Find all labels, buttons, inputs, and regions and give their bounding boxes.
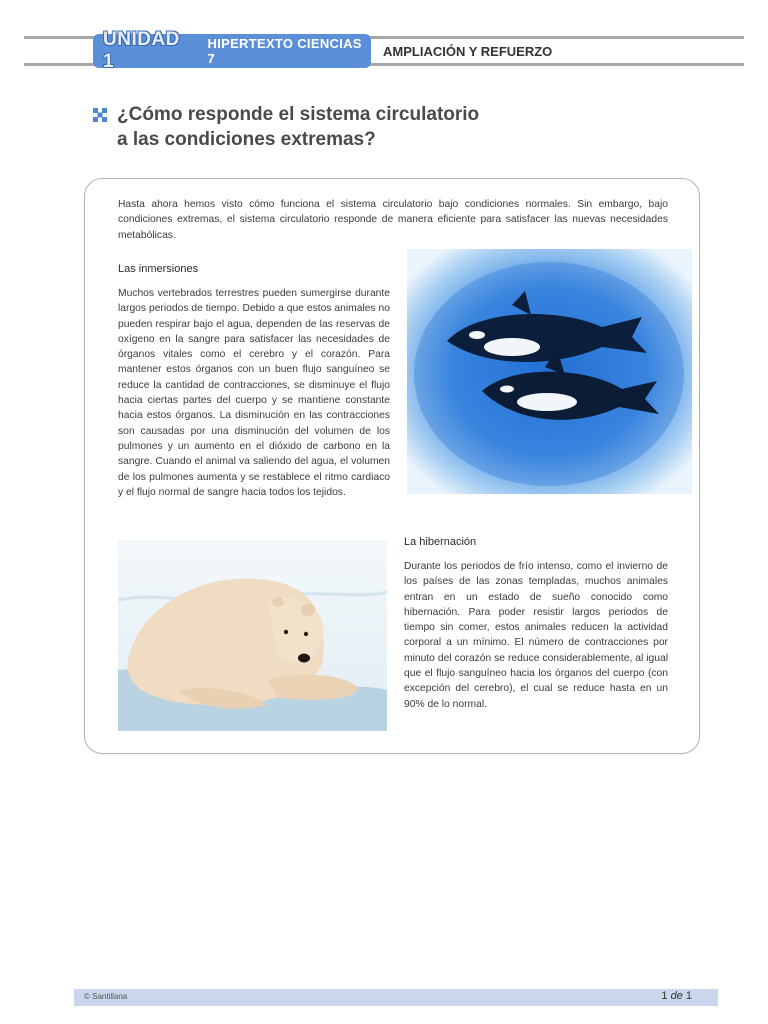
unit-tab xyxy=(93,29,371,72)
copyright-text: © Santillana xyxy=(84,992,128,1001)
immersions-paragraph: Muchos vertebrados terrestres pueden sumergirse durante largos periodos de tiempo. Debido a que estos animales no pueden respirar bajo el agua, dependen de las reservas de oxígeno en la sangre para satisfacer las necesidades de órganos vitales como el cerebro y el corazón. Para mantener estos órganos con un buen flujo sanguíneo se reduce la cantidad de contracciones, se disminuye el flujo hacia ciertas partes del cuerpo y se mantiene constante hacia estos órganos. La disminución en las contracciones son causadas por una disminución del volumen de los pulmones y un aumento en el dióxido de carbono en la sangre. Cuando el animal va saliendo del agua, el volumen de los pulmones aumenta y se restablece el ritmo cardiaco y el flujo normal de sangre hacia todos los tejidos. xyxy=(118,288,390,498)
cross-bullet-icon xyxy=(92,107,108,123)
title-line-2: a las condiciones extremas? xyxy=(117,129,376,150)
footer-bar xyxy=(74,989,718,1006)
polar-bear-image xyxy=(118,540,387,731)
orca-image xyxy=(407,249,692,494)
page-current: 1 xyxy=(661,990,668,1002)
unit-label: UNIDAD 1 xyxy=(103,29,180,72)
page-total: 1 xyxy=(685,990,692,1002)
intro-paragraph: Hasta ahora hemos visto cómo funciona el sistema circulatorio bajo condiciones normales. Sin embargo, bajo condiciones extremas, el sistema circulatorio responde de manera eficiente para satisfacer las nuevas necesidades metabólicas. xyxy=(118,199,668,241)
hibernation-paragraph: Durante los periodos de frío intenso, como el invierno de los países de las zonas templadas, muchos animales entran en un estado de sueño conocido como hibernación. Para poder resistir largos periodos de tiempo sin comer, estos animales reducen la actividad corporal a un mínimo. El número de contracciones por minuto del corazón se reduce considerablemente, al igual que el flujo sanguíneo hacia los órganos del cuerpo (con excepción del cerebro), el cual se reduce hasta en un 90% de lo normal. xyxy=(404,561,668,710)
page-indicator xyxy=(661,990,692,1002)
title-line-1: ¿Cómo responde el sistema circulatorio xyxy=(117,104,480,125)
page-of-text: de xyxy=(670,990,683,1002)
subject-label: HIPERTEXTO CIENCIAS 7 xyxy=(207,36,362,66)
section-label: AMPLIACIÓN Y REFUERZO xyxy=(383,44,553,59)
page-title xyxy=(117,102,479,152)
immersions-heading: Las inmersiones xyxy=(118,263,199,275)
hibernation-heading: La hibernación xyxy=(404,536,477,548)
